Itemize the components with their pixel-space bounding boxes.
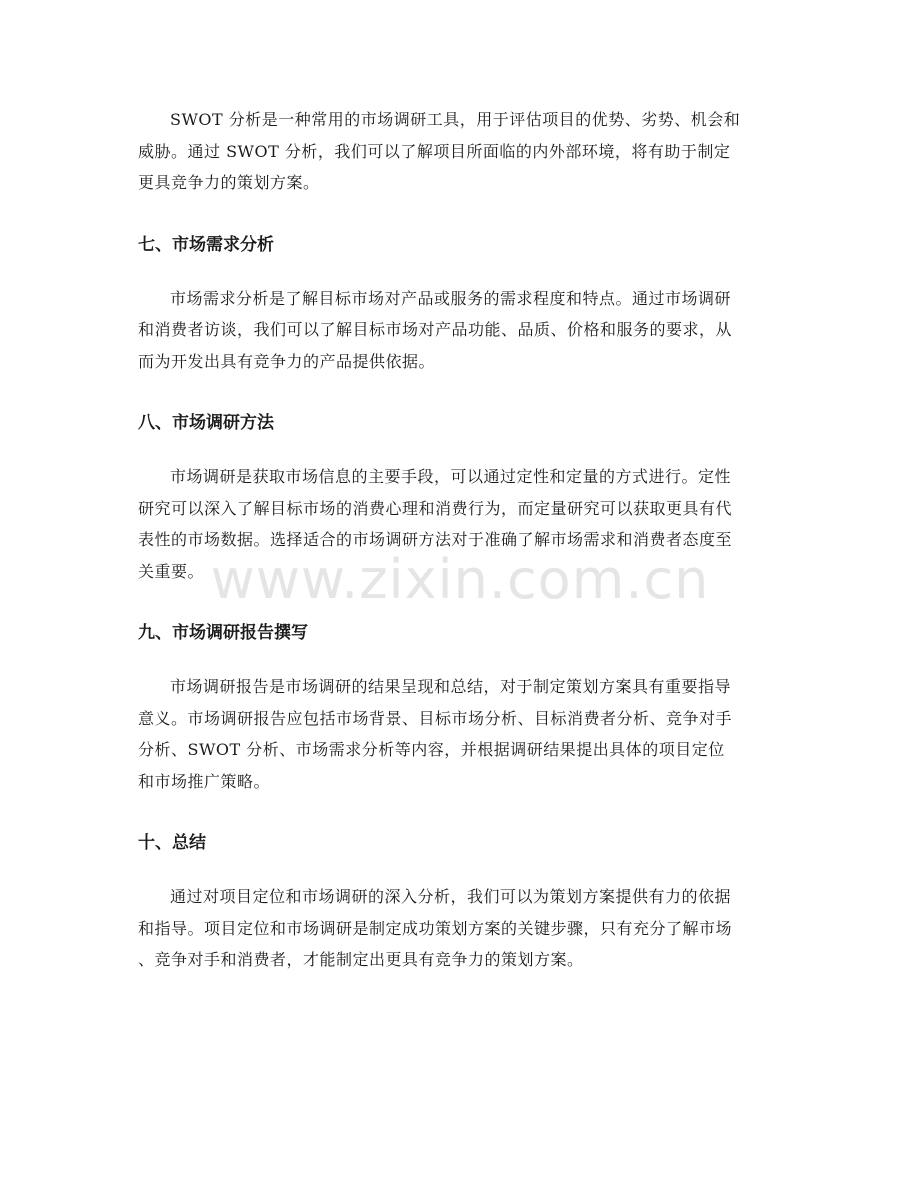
paragraph-line: 市场调研是获取市场信息的主要手段，可以通过定性和定量的方式进行。定性 [170,467,732,486]
paragraph-line: 通过对项目定位和市场调研的深入分析，我们可以为策划方案提供有力的依据 [170,887,732,906]
section-market-demand [138,233,786,378]
document-body [138,104,786,976]
paragraph-line: 意义。市场调研报告应包括市场背景、目标市场分析、目标消费者分析、竞争对手 [138,708,733,728]
paragraph-line: 市场需求分析是了解目标市场对产品或服务的需求程度和特点。通过市场调研 [170,288,732,308]
paragraph-line: 和消费者访谈，我们可以了解目标市场对产品功能、品质、价格和服务的要求，从 [138,320,733,339]
section-heading: 八、市场调研方法 [138,413,274,433]
paragraph-swot [138,104,786,199]
paragraph-line: 更具竞争力的策划方案。 [138,173,320,192]
paragraph-line: 和指导。项目定位和市场调研是制定成功策划方案的关键步骤，只有充分了解市场 [138,918,733,938]
section-research-methods [138,411,786,587]
paragraph-line: 分析、SWOT 分析、市场需求分析等内容，并根据调研结果提出具体的项目定位 [138,740,725,759]
paragraph-line: 关重要。 [138,561,205,581]
paragraph-summary [138,881,786,976]
section-summary [138,831,786,976]
paragraph-line: 威胁。通过 SWOT 分析，我们可以了解项目所面临的内外部环境，将有助于制定 [138,141,731,161]
paragraph-line: 而为开发出具有竞争力的产品提供依据。 [138,351,436,371]
paragraph-market-demand [138,283,786,378]
paragraph-line: 市场调研报告是市场调研的结果呈现和总结，对于制定策划方案具有重要指导 [170,677,732,696]
paragraph-report-writing [138,671,786,797]
section-heading: 十、总结 [138,833,206,853]
paragraph-line: SWOT 分析是一种常用的市场调研工具，用于评估项目的优势、劣势、机会和 [170,110,741,129]
section-report-writing [138,621,786,797]
section-heading: 七、市场需求分析 [138,234,274,255]
paragraph-research-methods [138,461,786,587]
paragraph-line: 表性的市场数据。选择适合的市场调研方法对于准确了解市场需求和消费者态度至 [138,530,733,549]
section-swot [138,104,786,199]
watermark: www.zixin.com.cn [210,548,710,611]
paragraph-line: 、竞争对手和消费者，才能制定出更具有竞争力的策划方案。 [138,950,584,969]
paragraph-line: 和市场推广策略。 [138,771,271,791]
paragraph-line: 研究可以深入了解目标市场的消费心理和消费行为，而定量研究可以获取更具有代 [138,498,733,518]
section-heading: 九、市场调研报告撰写 [138,623,308,643]
